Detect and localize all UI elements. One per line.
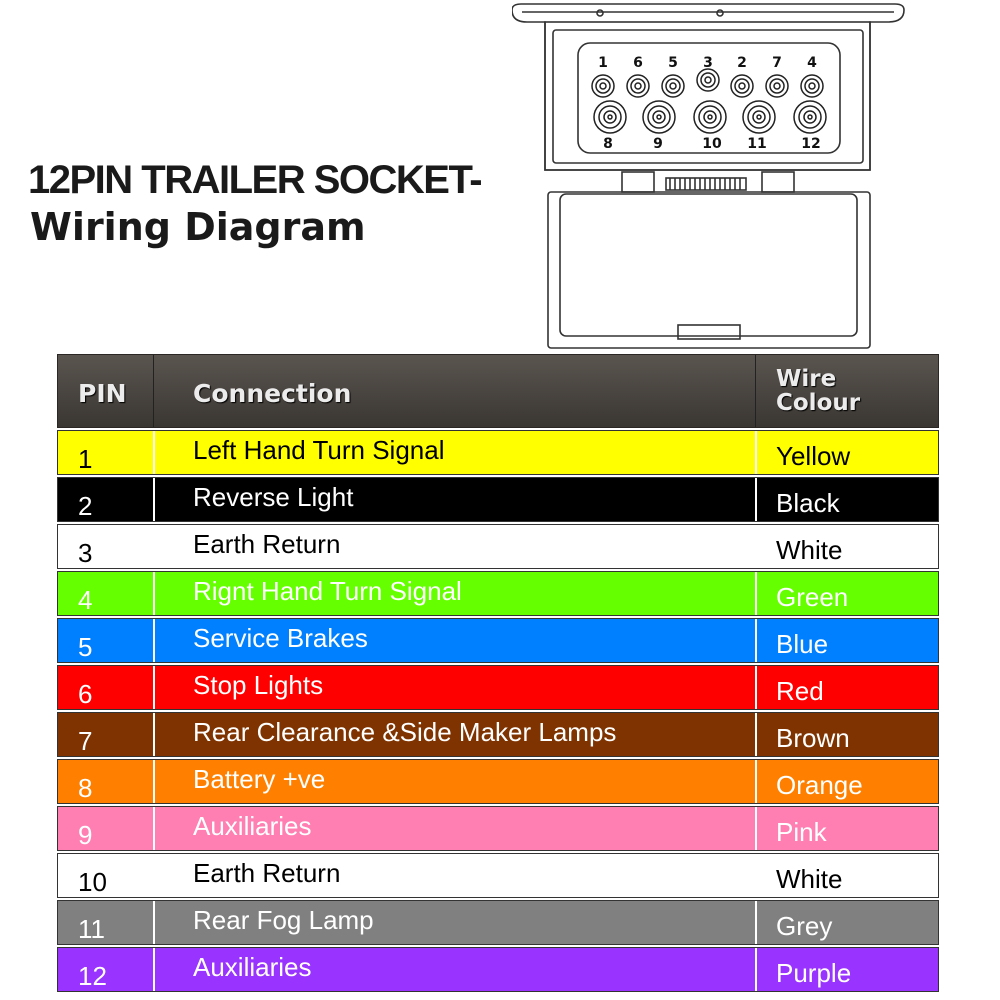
column-divider xyxy=(755,478,757,521)
pin-socket-ring xyxy=(653,111,665,123)
pin-socket-ring xyxy=(631,79,645,93)
column-divider xyxy=(153,525,155,568)
column-divider xyxy=(153,355,154,427)
header-wire-colour: Wire Colour xyxy=(776,366,861,416)
wire-colour: Black xyxy=(776,488,840,518)
wire-colour: Green xyxy=(776,582,849,612)
connection-name: Rignt Hand Turn Signal xyxy=(193,576,462,606)
column-divider xyxy=(755,355,756,427)
column-divider xyxy=(755,713,757,756)
pin-number: 11 xyxy=(78,914,105,944)
connection-name: Auxiliaries xyxy=(193,952,312,982)
pin-number: 5 xyxy=(78,632,93,662)
column-divider xyxy=(755,619,757,662)
column-divider xyxy=(153,478,155,521)
pin-socket-ring xyxy=(670,83,676,89)
wire-colour: White xyxy=(776,535,843,565)
pin-number: 12 xyxy=(78,961,107,991)
table-row xyxy=(57,759,939,804)
pin-socket-ring xyxy=(657,115,661,119)
pin-number: 8 xyxy=(78,773,93,803)
pin-socket-ring xyxy=(699,106,721,128)
connection-name: Service Brakes xyxy=(193,623,368,653)
table-row xyxy=(57,665,939,710)
wire-colour: Red xyxy=(776,676,824,706)
column-divider xyxy=(755,948,757,991)
column-divider xyxy=(755,572,757,615)
pin-socket-ring xyxy=(600,83,606,89)
wire-colour: Grey xyxy=(776,911,833,941)
diagram-title: 12PIN TRAILER SOCKET- xyxy=(28,158,482,202)
pin-number: 3 xyxy=(78,538,93,568)
wire-colour: Blue xyxy=(776,629,829,659)
connection-name: Earth Return xyxy=(193,858,341,888)
top-pin-sockets xyxy=(592,69,823,97)
column-divider xyxy=(153,948,155,991)
header-connection: Connection xyxy=(193,379,352,408)
pin-socket-ring xyxy=(708,115,712,119)
pin-socket-ring xyxy=(809,83,815,89)
connection-name: Left Hand Turn Signal xyxy=(193,435,445,465)
pin-socket-ring xyxy=(739,83,745,89)
pin-socket-ring xyxy=(608,115,612,119)
table-row xyxy=(57,806,939,851)
pin-socket-ring xyxy=(770,79,784,93)
column-divider xyxy=(153,666,155,709)
column-divider xyxy=(153,572,155,615)
wiring-table xyxy=(57,354,939,992)
connection-name: Stop Lights xyxy=(193,670,324,700)
pin-number-label: 8 xyxy=(603,136,613,152)
pin-socket-ring xyxy=(666,79,680,93)
pin-socket-ring xyxy=(748,106,770,128)
pin-number-label: 6 xyxy=(633,55,643,71)
header-pin: PIN xyxy=(78,379,127,408)
pin-socket-ring xyxy=(599,106,621,128)
connection-name: Rear Fog Lamp xyxy=(193,905,374,935)
pin-socket-ring xyxy=(808,115,812,119)
pin-number: 6 xyxy=(78,679,93,709)
table-header xyxy=(57,354,939,428)
column-divider xyxy=(153,854,155,897)
pin-number-label: 3 xyxy=(703,55,713,71)
pin-number-label: 1 xyxy=(598,55,608,71)
pin-number: 10 xyxy=(78,867,107,897)
pin-number: 2 xyxy=(78,491,93,521)
pin-socket-ring xyxy=(735,79,749,93)
column-divider xyxy=(153,431,155,474)
pin-number: 4 xyxy=(78,585,93,615)
pin-socket-ring xyxy=(804,111,816,123)
column-divider xyxy=(755,525,757,568)
connection-name: Battery +ve xyxy=(193,764,326,794)
column-divider xyxy=(755,807,757,850)
pin-number-label: 2 xyxy=(737,55,747,71)
pin-socket-ring xyxy=(596,79,610,93)
pin-number: 7 xyxy=(78,726,93,756)
trailer-socket-illustration xyxy=(512,0,912,352)
pin-socket-ring xyxy=(635,83,641,89)
pin-number-label: 5 xyxy=(668,55,678,71)
pin-number-label: 12 xyxy=(801,136,821,152)
table-row xyxy=(57,571,939,616)
pin-socket-ring xyxy=(705,77,711,83)
table-row xyxy=(57,477,939,522)
pin-socket-ring xyxy=(757,115,761,119)
column-divider xyxy=(153,760,155,803)
table-row xyxy=(57,900,939,945)
pin-number-label: 10 xyxy=(702,136,722,152)
column-divider xyxy=(153,713,155,756)
pin-socket-ring xyxy=(648,106,670,128)
column-divider xyxy=(755,666,757,709)
pin-number: 9 xyxy=(78,820,93,850)
pin-number-label: 7 xyxy=(772,55,782,71)
diagram-subtitle: Wiring Diagram xyxy=(30,205,366,249)
column-divider xyxy=(755,854,757,897)
table-row xyxy=(57,524,939,569)
column-divider xyxy=(755,431,757,474)
table-row xyxy=(57,947,939,992)
pin-socket-ring xyxy=(604,111,616,123)
wire-colour: White xyxy=(776,864,843,894)
table-row xyxy=(57,712,939,757)
connection-name: Reverse Light xyxy=(193,482,354,512)
column-divider xyxy=(153,619,155,662)
column-divider xyxy=(153,807,155,850)
pin-socket-ring xyxy=(701,73,715,87)
pin-number-label: 9 xyxy=(653,136,663,152)
pin-number-label: 4 xyxy=(807,55,817,71)
column-divider xyxy=(153,901,155,944)
wire-colour: Purple xyxy=(776,958,852,988)
table-row xyxy=(57,618,939,663)
table-body xyxy=(57,430,939,992)
column-divider xyxy=(755,901,757,944)
bottom-pin-sockets xyxy=(594,101,826,133)
column-divider xyxy=(755,760,757,803)
wire-colour: Orange xyxy=(776,770,863,800)
pin-socket-ring xyxy=(774,83,780,89)
wire-colour: Brown xyxy=(776,723,850,753)
pin-socket-ring xyxy=(753,111,765,123)
wire-colour: Yellow xyxy=(776,441,851,471)
connection-name: Auxiliaries xyxy=(193,811,312,841)
connection-name: Earth Return xyxy=(193,529,341,559)
pin-socket-ring xyxy=(799,106,821,128)
connection-name: Rear Clearance &Side Maker Lamps xyxy=(193,717,617,747)
table-row xyxy=(57,853,939,898)
pin-number-label: 11 xyxy=(747,136,767,152)
table-row xyxy=(57,430,939,475)
pin-socket-ring xyxy=(805,79,819,93)
pin-socket-ring xyxy=(704,111,716,123)
pin-number: 1 xyxy=(78,444,93,474)
wire-colour: Pink xyxy=(776,817,827,847)
